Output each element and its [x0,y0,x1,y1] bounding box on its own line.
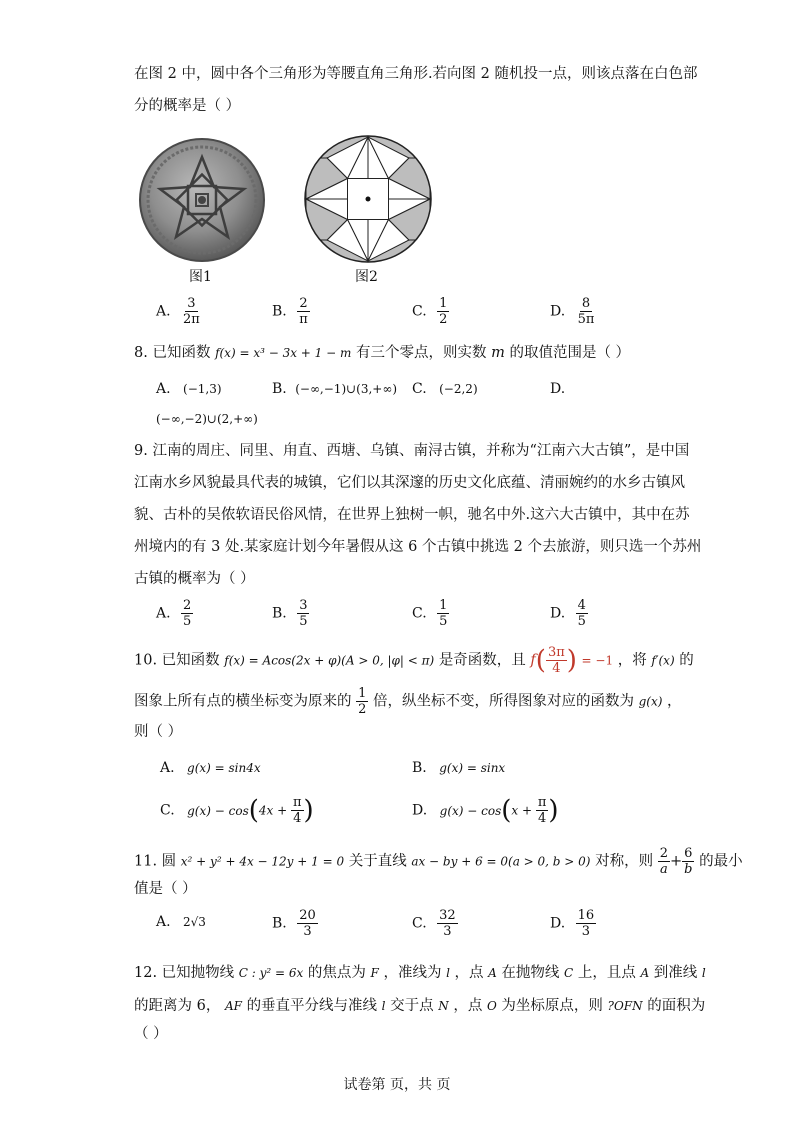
q7-line-2: 分的概率是（ ） [134,98,241,114]
q10-stem-line-1: 10. 已知函数 f(x) = Acos(2x + φ)(A > 0, |φ| < π) 是奇函数，且 f( $\frac{3\pi}{4}$ ) = −1 ，将 f′(x) 的 [134,645,694,676]
q10-option-a[interactable]: A. g(x) = sin4x [160,760,261,776]
q7-option-b[interactable]: B. $\frac{2}{\pi}$ [272,296,308,327]
q8-option-c[interactable]: C. (−2,2) [412,381,478,397]
q9-option-c[interactable]: C. $\frac{1}{5}$ [412,598,448,629]
q8-option-a[interactable]: A. (−1,3) [156,381,222,397]
q12-stem-line-3: （ ） [134,1026,168,1042]
q10-option-c[interactable]: C. g(x) − cos(4x + $\frac{\pi}{4}$ ) [160,795,314,826]
q10-stem-line-3: 则（ ） [134,724,183,740]
q9-option-d[interactable]: D. $\frac{4}{5}$ [550,598,586,629]
q11-option-c[interactable]: C. $\frac{32}{3}$ [412,908,456,939]
q11-option-d[interactable]: D. $\frac{16}{3}$ [550,908,595,939]
figure-1-caption: 图1 [189,269,212,285]
coin-image [138,137,266,263]
q10-option-b[interactable]: B. g(x) = sinx [412,760,506,776]
q9-line-3: 貌、古朴的吴侬软语民俗风情，在世界上独树一帜，驰名中外.这六大古镇中，其中在苏 [134,507,690,523]
q11-option-b[interactable]: B. $\frac{20}{3}$ [272,908,316,939]
q7-option-c[interactable]: C. $\frac{1}{2}$ [412,296,448,327]
q7-line-1: 在图 2 中，圆中各个三角形为等腰直角三角形.若向图 2 随机投一点，则该点落在白色部 [134,66,698,82]
figure-2-caption: 图2 [355,269,378,285]
q8-option-d[interactable]: D. [550,381,566,397]
q9-line-1: 9. 江南的周庄、同里、甪直、西塘、乌镇、南浔古镇，并称为“江南六大古镇”，是中国 [134,443,690,459]
q11-stem-line-1: 11. 圆 x² + y² + 4x − 12y + 1 = 0 关于直线 ax − by + 6 = 0(a > 0, b > 0) 对称，则 $\frac{2}{a}$ + $\frac{6}{b}$ 的最小 [134,846,743,877]
q7-option-d[interactable]: D. $\frac{8}{5\pi}$ [550,296,595,327]
q10-stem-line-2: 图象上所有点的横坐标变为原来的 $\frac{1}{2}$ 倍，纵坐标不变，所得图象对应的函数为 g(x) ， [134,686,682,717]
q10-option-d[interactable]: D. g(x) − cos(x + $\frac{\pi}{4}$ ) [412,795,559,826]
q11-stem-line-2: 值是（ ） [134,881,197,897]
q9-option-a[interactable]: A. $\frac{2}{5}$ [156,598,192,629]
q9-option-b[interactable]: B. $\frac{3}{5}$ [272,598,308,629]
page-footer: 试卷第 页，共 页 [343,1077,451,1093]
q8-option-d-value: (−∞,−2)∪(2,+∞) [156,412,258,426]
q8-stem: 8. 已知函数 f(x) = x³ − 3x + 1 − m 有三个零点，则实数 m 的取值范围是（ ） [134,345,631,361]
circle-triangle-figure [303,134,433,264]
q12-stem-line-1: 12. 已知抛物线 C : y² = 6x 的焦点为 F ，准线为 l ，点 A 在抛物线 C 上，且点 A 到准线 l [134,965,706,981]
q9-line-2: 江南水乡风貌最具代表的城镇，它们以其深邃的历史文化底蕴、清丽婉约的水乡古镇风 [134,475,685,491]
q9-line-4: 州境内的有 3 处.某家庭计划今年暑假从这 6 个古镇中挑选 2 个去旅游，则只选一个苏州 [134,539,702,555]
q12-stem-line-2: 的距离为 6， AF 的垂直平分线与准线 l 交于点 N ，点 O 为坐标原点，则 ?OFN 的面积为 [134,998,706,1014]
q7-option-a[interactable]: A. $\frac{3}{2\pi}$ [156,296,200,327]
q11-option-a[interactable]: A. 2√3 [156,914,206,930]
q9-line-5: 古镇的概率为（ ） [134,571,255,587]
q8-option-b[interactable]: B. (−∞,−1)∪(3,+∞) [272,381,398,397]
